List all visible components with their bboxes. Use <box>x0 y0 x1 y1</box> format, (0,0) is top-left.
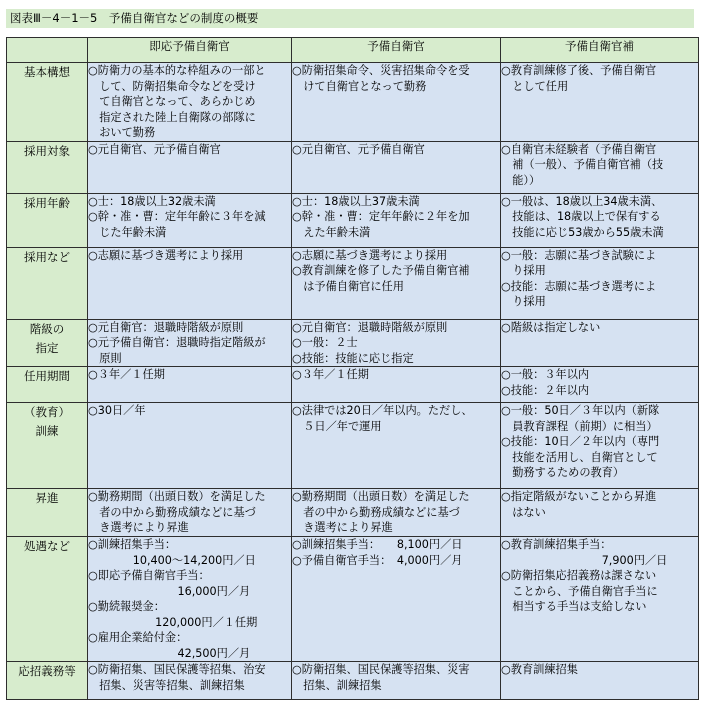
cell-line: ○志願に基づき選考により採用 <box>88 248 244 262</box>
cell-line: ○階級は指定しない <box>501 320 601 334</box>
cell-line: り採用 <box>501 264 546 277</box>
row-header-line: 訓練 <box>35 424 59 438</box>
row-header <box>7 193 88 247</box>
row-header <box>7 403 88 489</box>
cell-line: ○教育訓練修了後、予備自衛官 <box>501 64 657 77</box>
cell-line: ことから、予備自衛官手当に <box>501 584 658 598</box>
cell-line: 指定された陸上自衛隊の部隊に <box>88 110 256 124</box>
table-cell <box>501 63 699 142</box>
cell-line: 技能を活用し、自衛官として <box>501 450 658 464</box>
cell-line: ○一般：50日／３年以内（新隊 <box>501 404 660 417</box>
cell-line: ５日／年で運用 <box>292 419 382 433</box>
table-cell <box>292 367 501 403</box>
row-header-line: （教育） <box>24 405 70 419</box>
row-header-line: 採用対象 <box>24 143 70 158</box>
cell-line: ○勤務期間（出頭日数）を満足した <box>292 490 470 503</box>
table-cell <box>292 489 501 537</box>
cell-line: ○雇用企業給付金： <box>88 631 188 644</box>
table-cell <box>501 141 699 193</box>
table-cell <box>501 247 699 319</box>
cell-line: ○３年／１任期 <box>292 368 369 381</box>
row-header <box>7 63 88 142</box>
table-row <box>7 662 699 700</box>
table-cell <box>88 247 292 319</box>
cell-line: ○幹・准・曹：定年年齢に２年を加 <box>292 210 470 223</box>
cell-line: ○元自衛官：退職時階級が原則 <box>292 320 448 334</box>
table-cell <box>501 489 699 537</box>
table-row <box>7 247 699 319</box>
row-header-line: 採用年齢 <box>24 195 70 210</box>
table-row <box>7 489 699 537</box>
cell-line: ○技能：10日／２年以内（専門 <box>501 435 660 448</box>
cell-line: ○予備自衛官手当： 4,000円／月 <box>292 553 463 567</box>
cell-line: 相当する手当は支給しない <box>501 600 647 613</box>
column-header-ready-reserve: 即応予備自衛官 <box>88 38 292 63</box>
cell-line: 員教育課程（前期）に相当） <box>501 419 658 433</box>
table-cell <box>501 537 699 662</box>
cell-line: 技能は、18歳以上で保有する <box>501 210 661 223</box>
table-cell <box>88 319 292 367</box>
table-cell <box>501 662 699 700</box>
cell-line: ○防衛招集、国民保護等招集、災害 <box>292 663 470 676</box>
row-header <box>7 489 88 537</box>
cell-line: じた年齢未満 <box>88 225 167 239</box>
cell-line: ○３年／１任期 <box>88 368 165 381</box>
cell-line: して、防衛招集命令などを受け <box>88 79 256 93</box>
cell-line: ○元自衛官、元予備自衛官 <box>88 142 221 156</box>
cell-line: 補（一般）、予備自衛官補（技 <box>501 158 664 171</box>
cell-line: ○一般：２士 <box>292 336 358 349</box>
cell-line: 120,000円／１任期 <box>88 615 258 629</box>
table-row <box>7 367 699 403</box>
table-cell <box>88 141 292 193</box>
cell-line: 42,500円／月 <box>88 646 251 660</box>
table-cell <box>292 537 501 662</box>
cell-line: おいて勤務 <box>88 126 156 139</box>
cell-line: 原則 <box>88 351 122 365</box>
cell-line: ○士：18歳以上32歳未満 <box>88 194 216 208</box>
cell-line: ○元自衛官、元予備自衛官 <box>292 142 425 156</box>
row-header <box>7 141 88 193</box>
cell-line: き選考により昇進 <box>292 521 393 534</box>
table-row <box>7 537 699 662</box>
cell-line: 能）） <box>501 173 541 187</box>
cell-line: ○士：18歳以上37歳未満 <box>292 194 420 208</box>
cell-line: 者の中から勤務成績などに基づ <box>292 505 460 519</box>
row-header <box>7 662 88 700</box>
cell-line: ○一般：志願に基づき試験によ <box>501 248 657 262</box>
row-header-line: 応招義務等 <box>18 664 76 678</box>
table-cell <box>88 489 292 537</box>
table-cell <box>501 319 699 367</box>
row-header-line: 指定 <box>35 340 59 355</box>
cell-line: 者の中から勤務成績などに基づ <box>88 505 256 519</box>
cell-line: ○教育訓練招集手当： <box>501 538 612 551</box>
cell-line: ○勤務期間（出頭日数）を満足した <box>88 490 266 503</box>
cell-line: は予備自衛官に任用 <box>292 279 404 293</box>
cell-line: 招集、災害等招集、訓練招集 <box>88 678 245 692</box>
cell-line: ○技能：志願に基づき選考によ <box>501 279 657 293</box>
cell-line: ○自衛官未経験者（予備自衛官 <box>501 142 657 156</box>
table-cell <box>88 403 292 489</box>
table-cell <box>501 403 699 489</box>
cell-line: ○指定階級がないことから昇進 <box>501 490 657 503</box>
table-cell <box>501 193 699 247</box>
table-cell <box>88 662 292 700</box>
table-row <box>7 141 699 193</box>
cell-line: 7,900円／日 <box>501 553 668 567</box>
table-cell <box>88 537 292 662</box>
row-header <box>7 247 88 319</box>
cell-line: けて自衛官となって勤務 <box>292 79 427 93</box>
cell-line: えた年齢未満 <box>292 225 371 239</box>
cell-line: 16,000円／月 <box>88 584 251 598</box>
cell-line: ○防衛力の基本的な枠組みの一部と <box>88 64 266 77</box>
table-cell <box>88 193 292 247</box>
cell-line: ○防衛招集応招義務は課さない <box>501 569 657 582</box>
table-row <box>7 403 699 489</box>
cell-line: ○技能：２年以内 <box>501 383 590 397</box>
cell-line: 技能に応じ53歳から55歳未満 <box>501 225 664 239</box>
figure-title: 図表Ⅲ－4－1－5 予備自衛官などの制度の概要 <box>6 9 694 28</box>
header-row <box>7 38 699 63</box>
cell-line: 10,400～14,200円／日 <box>88 553 256 567</box>
cell-line: はない <box>501 505 546 519</box>
cell-line: ○元予備自衛官：退職時指定階級が <box>88 336 266 349</box>
cell-line: ○元自衛官：退職時階級が原則 <box>88 320 244 334</box>
table-row <box>7 193 699 247</box>
row-header <box>7 367 88 403</box>
cell-line: ○30日／年 <box>88 404 146 417</box>
cell-line: として任用 <box>501 79 569 93</box>
cell-line: ○防衛招集命令、災害招集命令を受 <box>292 64 470 77</box>
row-header-line: 処遇など <box>24 539 70 553</box>
table-cell <box>292 247 501 319</box>
table-cell <box>292 193 501 247</box>
cell-line: ○即応予備自衛官手当： <box>88 569 210 582</box>
row-header-line: 採用など <box>24 249 70 264</box>
table-cell <box>292 141 501 193</box>
table-cell <box>501 367 699 403</box>
cell-line: き選考により昇進 <box>88 521 189 534</box>
table-cell <box>292 63 501 142</box>
cell-line: ○一般：３年以内 <box>501 368 590 381</box>
table-cell <box>88 63 292 142</box>
table-row <box>7 63 699 142</box>
cell-line: 招集、訓練招集 <box>292 678 382 692</box>
cell-line: ○教育訓練を修了した予備自衛官補 <box>292 264 470 277</box>
cell-line: ○訓練招集手当： <box>88 538 177 551</box>
system-overview-table <box>6 37 699 700</box>
cell-line: ○勤続報奨金： <box>88 600 165 613</box>
column-header-reserve-candidate: 予備自衛官補 <box>501 38 699 63</box>
row-header-line: 基本構想 <box>24 65 70 79</box>
cell-line: 勤務するための教育） <box>501 466 625 479</box>
cell-line: り採用 <box>501 295 546 308</box>
row-header-line: 任用期間 <box>24 369 70 383</box>
table-cell <box>292 403 501 489</box>
row-header <box>7 537 88 662</box>
table-row <box>7 319 699 367</box>
corner-cell <box>7 38 88 63</box>
row-header <box>7 319 88 367</box>
cell-line: ○技能：技能に応じ指定 <box>292 351 414 365</box>
column-header-reserve: 予備自衛官 <box>292 38 501 63</box>
row-header-line: 昇進 <box>35 491 59 505</box>
cell-line: ○幹・准・曹：定年年齢に３年を減 <box>88 210 266 223</box>
cell-line: ○法律では20日／年以内。ただし、 <box>292 404 473 417</box>
cell-line: て自衛官となって、あらかじめ <box>88 95 256 108</box>
cell-line: ○訓練招集手当： 8,100円／日 <box>292 538 463 551</box>
cell-line: ○志願に基づき選考により採用 <box>292 248 448 262</box>
table-cell <box>292 662 501 700</box>
cell-line: ○教育訓練招集 <box>501 663 578 676</box>
cell-line: ○一般は、18歳以上34歳未満、 <box>501 194 663 208</box>
table-cell <box>88 367 292 403</box>
row-header-line: 階級の <box>29 321 65 336</box>
cell-line: ○防衛招集、国民保護等招集、治安 <box>88 663 266 676</box>
table-cell <box>292 319 501 367</box>
